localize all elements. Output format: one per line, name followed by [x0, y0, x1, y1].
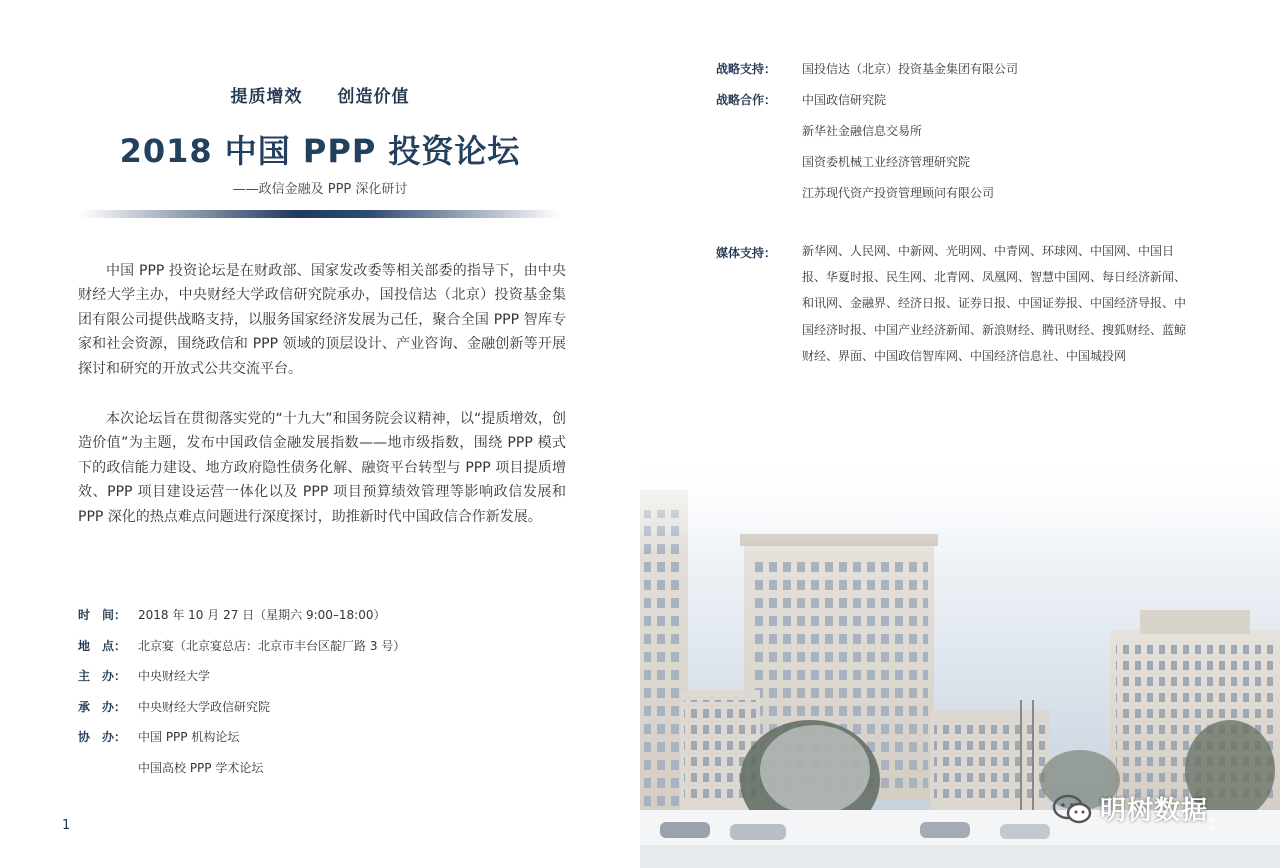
info-value: 中国 PPP 机构论坛 — [138, 730, 240, 745]
slogan-part: 提质增效 — [230, 87, 303, 107]
info-value: 2018 年 10 月 27 日（星期六 9:00–18:00） — [138, 608, 386, 622]
info-key: 主 办： — [78, 669, 127, 684]
theme-paragraph: 本次论坛旨在贯彻落实党的“十九大”和国务院会议精神，以“提质增效，创造价值”为主题，发布中国政信金融发展指数——地市级指数，围绕 PPP 模式下的政信能力建设、地方政府隐性债务化解、融资平台转型与 PPP 项目提质增效、PPP 项目建设运营一体化以及 PPP 项目预算绩效管理等影响政信发展和 PPP 深化的热点难点问题进行深度探讨，助推新时代中国政信合作新发展。 — [78, 411, 566, 525]
forum-title: 2018 中国 PPP 投资论坛 — [119, 132, 521, 170]
info-row-venue — [78, 637, 598, 668]
support-row — [716, 60, 1256, 91]
info-row-co-organizer — [78, 728, 598, 759]
support-value: 新华社金融信息交易所 — [802, 124, 923, 138]
info-value: 中国高校 PPP 学术论坛 — [138, 760, 264, 775]
info-value: 中央财经大学政信研究院 — [138, 699, 271, 714]
media-list: 新华网、人民网、中新网、光明网、中青网、环球网、中国网、中国日报、华夏时报、民生网、北青网、凤凰网、智慧中国网、每日经济新闻、和讯网、金融界、经济日报、证券日报、中国证券报、中国经济导报、中国经济时报、中国产业经济新闻、新浪财经、腾讯财经、搜狐财经、蓝鲸财经、界面、中国政信智库网、中国经济信息社、中国城投网 — [802, 244, 1187, 363]
info-value: 北京宴（北京宴总店：北京市丰台区靛厂路 3 号） — [138, 638, 406, 653]
support-key — [716, 184, 802, 215]
info-key: 承 办： — [78, 699, 127, 714]
intro-paragraph: 中国 PPP 投资论坛是在财政部、国家发改委等相关部委的指导下，由中央财经大学主办，中央财经大学政信研究院承办，国投信达（北京）投资基金集团有限公司提供战略支持，以服务国家经济发展为己任，聚合全国 PPP 智库专家和社会资源，围绕政信和 PPP 领域的顶层设计、产业咨询、金融创新等开展探讨和研究的开放式公共交流平台。 — [78, 263, 566, 377]
page-number: 1 — [62, 818, 71, 833]
forum-subtitle: ——政信金融及 PPP 深化研讨 — [232, 182, 408, 197]
support-key: 战略支持： — [716, 62, 777, 76]
info-row-co-organizer-2 — [78, 759, 598, 790]
support-value: 国投信达（北京）投资基金集团有限公司 — [802, 62, 1019, 76]
info-key: 时 间： — [78, 608, 127, 622]
info-key: 协 办： — [78, 730, 127, 745]
support-row — [716, 122, 1256, 153]
watermark-text: 明树数据 — [1100, 796, 1209, 826]
wechat-watermark — [1052, 790, 1208, 827]
info-row-host — [78, 667, 598, 698]
info-key: 地 点： — [78, 638, 127, 653]
info-row-organizer — [78, 698, 598, 729]
title-underline-bar — [80, 210, 560, 218]
info-row-time — [78, 606, 598, 637]
page-number: 2 — [1208, 818, 1217, 833]
support-key — [716, 153, 802, 184]
media-key: 媒体支持： — [716, 246, 777, 260]
slogan-part: 创造价值 — [337, 87, 410, 107]
support-row — [716, 184, 1256, 215]
info-value: 中央财经大学 — [138, 669, 211, 684]
support-row — [716, 153, 1256, 184]
media-support — [716, 244, 1196, 369]
support-key: 战略合作： — [716, 93, 777, 107]
support-key — [716, 122, 802, 153]
support-list — [716, 60, 1256, 215]
right-page — [640, 0, 1280, 868]
support-value: 中国政信研究院 — [802, 93, 887, 107]
support-value: 国资委机械工业经济管理研究院 — [802, 155, 971, 169]
event-info — [78, 606, 598, 790]
slogan — [0, 82, 640, 107]
wechat-icon — [1052, 793, 1092, 825]
support-row — [716, 91, 1256, 122]
support-value: 江苏现代资产投资管理顾问有限公司 — [802, 186, 995, 200]
